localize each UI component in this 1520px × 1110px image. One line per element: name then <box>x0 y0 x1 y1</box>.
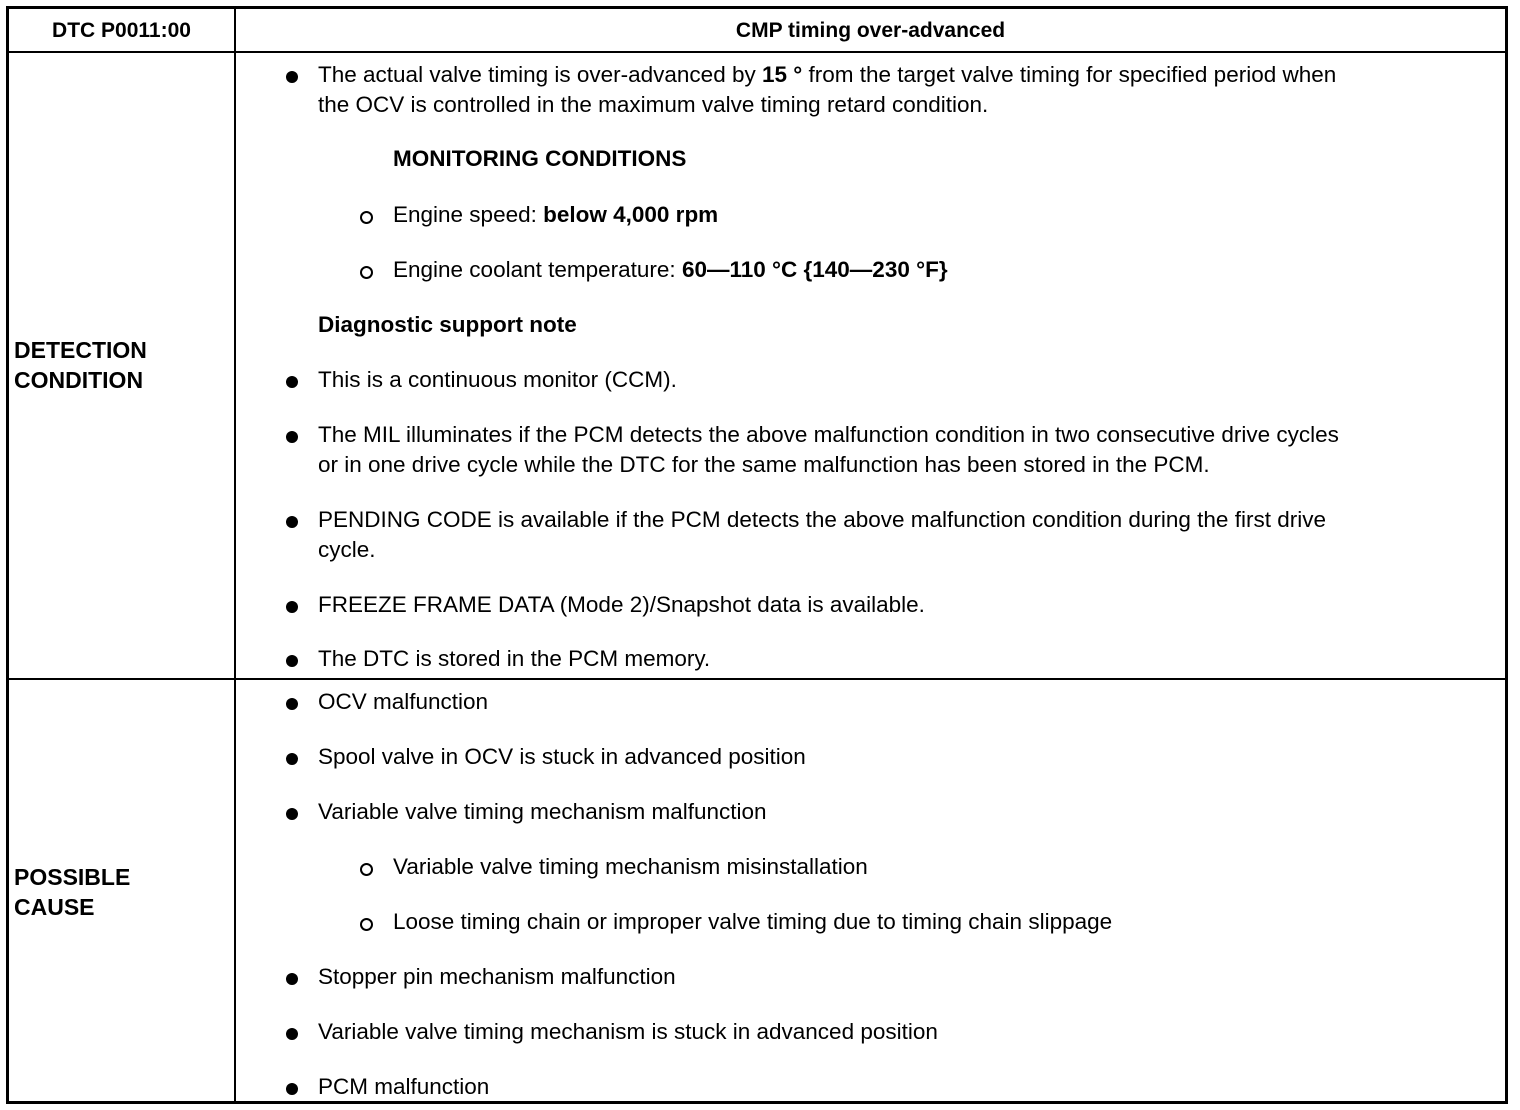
cause-content-cell <box>236 680 1505 1101</box>
coolant-temp-value: 60—110 °C {140—230 °F} <box>681 257 948 282</box>
cause-label-cell <box>9 680 236 1101</box>
detection-label-line1: DETECTION <box>14 337 147 363</box>
cause-item-3: Variable valve timing mechanism malfunction <box>318 799 767 824</box>
bullet-icon <box>286 431 298 443</box>
cause-item-3-sub-1: Variable valve timing mechanism misinstallation <box>393 854 868 879</box>
engine-speed-condition: Engine speed: below 4,000 rpm <box>393 202 719 227</box>
bullet-icon <box>286 601 298 613</box>
support-note-4: FREEZE FRAME DATA (Mode 2)/Snapshot data is available. <box>318 592 925 617</box>
detection-item-1-line2: the OCV is controlled in the maximum valve timing retard condition. <box>318 92 989 117</box>
sub-bullet-icon <box>360 211 373 224</box>
cause-label-line2: CAUSE <box>14 894 95 920</box>
over-advance-value: 15 ° <box>761 62 803 87</box>
bullet-icon <box>286 973 298 985</box>
support-note-2-line1: The MIL illuminates if the PCM detects the above malfunction condition in two consecutive drive cycles <box>318 422 1339 447</box>
detection-item-1-line1: The actual valve timing is over-advanced by 15 ° from the target valve timing for specified period when <box>318 62 1337 87</box>
bullet-icon <box>286 808 298 820</box>
sub-bullet-icon <box>360 266 373 279</box>
dtc-table <box>6 6 1508 1104</box>
cause-item-2: Spool valve in OCV is stuck in advanced position <box>318 744 806 769</box>
monitoring-conditions-heading: MONITORING CONDITIONS <box>393 146 687 171</box>
support-note-2-line2: or in one drive cycle while the DTC for the same malfunction has been stored in the PCM. <box>318 452 1210 477</box>
dtc-code: DTC P0011:00 <box>52 19 191 42</box>
cause-item-1: OCV malfunction <box>318 689 489 714</box>
cause-label-line1: POSSIBLE <box>14 864 131 890</box>
cause-item-3-sub-2: Loose timing chain or improper valve timing due to timing chain slippage <box>393 909 1113 934</box>
support-note-5: The DTC is stored in the PCM memory. <box>318 646 711 671</box>
cause-item-4: Stopper pin mechanism malfunction <box>318 964 676 989</box>
support-note-3-line1: PENDING CODE is available if the PCM detects the above malfunction condition during the first drive <box>318 507 1326 532</box>
bullet-icon <box>286 698 298 710</box>
detection-label-cell <box>9 51 236 678</box>
dtc-title: CMP timing over-advanced <box>735 19 1006 42</box>
bullet-icon <box>286 376 298 388</box>
dtc-code-cell <box>9 9 236 51</box>
cause-item-5: Variable valve timing mechanism is stuck in advanced position <box>318 1019 938 1044</box>
sub-bullet-icon <box>360 863 373 876</box>
bullet-icon <box>286 516 298 528</box>
dtc-title-cell <box>236 9 1505 51</box>
possible-cause-row <box>9 680 1505 1101</box>
table-header-row <box>9 9 1505 53</box>
detection-condition-row <box>9 51 1505 680</box>
cause-item-6: PCM malfunction <box>318 1074 490 1099</box>
bullet-icon <box>286 655 298 667</box>
support-note-1: This is a continuous monitor (CCM). <box>318 367 677 392</box>
bullet-icon <box>286 1083 298 1095</box>
bullet-icon <box>286 1028 298 1040</box>
bullet-icon <box>286 71 298 83</box>
bullet-icon <box>286 753 298 765</box>
diagnostic-support-note-heading: Diagnostic support note <box>318 312 577 337</box>
coolant-temp-condition: Engine coolant temperature: 60—110 °C {140—230 °F} <box>393 257 948 282</box>
detection-content-cell <box>236 51 1505 678</box>
engine-speed-value: below 4,000 rpm <box>543 202 719 227</box>
detection-label-line2: CONDITION <box>14 367 144 393</box>
sub-bullet-icon <box>360 918 373 931</box>
support-note-3-line2: cycle. <box>318 537 376 562</box>
